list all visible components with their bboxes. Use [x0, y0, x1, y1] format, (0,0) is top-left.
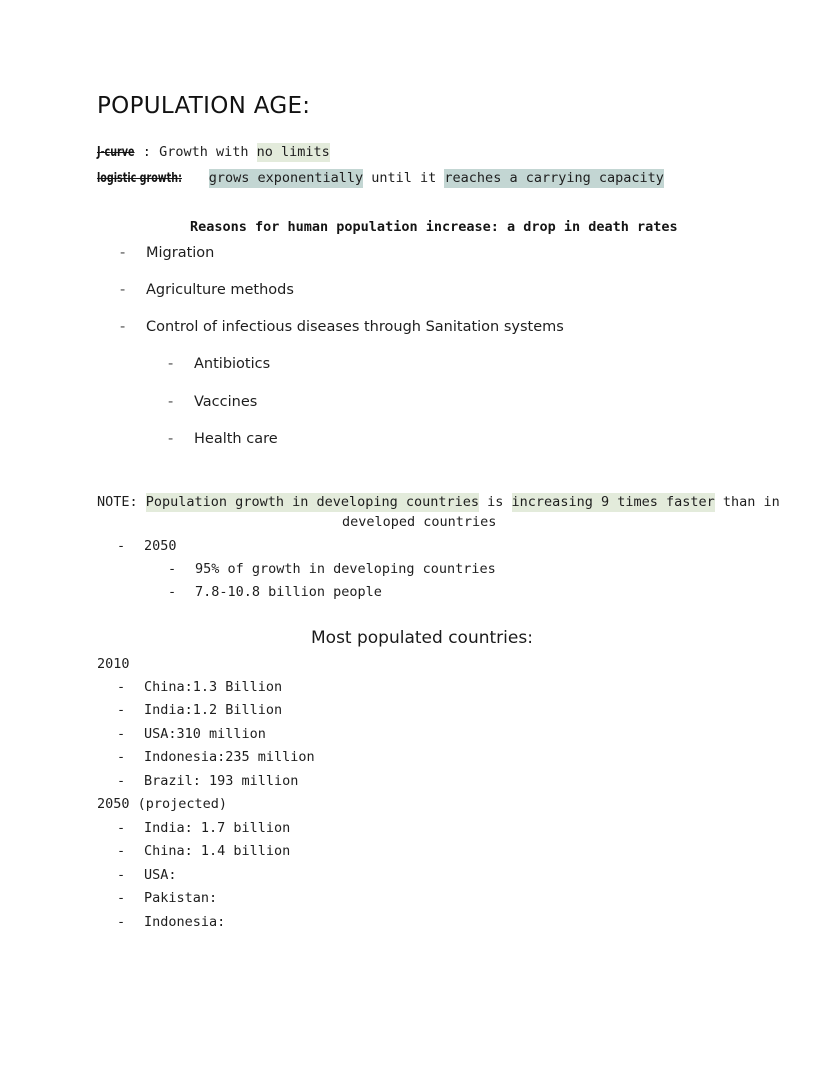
highlight-carrying-capacity: reaches a carrying capacity [444, 170, 664, 186]
most-populated-heading: Most populated countries: [311, 628, 533, 648]
list-item-label: Control of infectious diseases through Sanitation systems [146, 319, 564, 335]
list-item [117, 867, 177, 883]
reasons-heading: Reasons for human population increase: a drop in death rates [190, 219, 678, 235]
year-label-2050-projected: 2050 (projected) [97, 796, 228, 812]
list-item [117, 820, 290, 836]
bullet-dash-icon: - [168, 431, 174, 447]
definition-space [201, 170, 209, 186]
list-item-2050 [117, 538, 177, 554]
list-item-label: Migration [146, 245, 215, 261]
list-item [117, 679, 282, 695]
list-item-label: 7.8-10.8 billion people [195, 584, 382, 600]
list-item [168, 561, 496, 577]
list-item-label: Pakistan: [144, 890, 218, 906]
bullet-dash-icon: - [117, 773, 126, 789]
list-item-label: Antibiotics [194, 356, 271, 372]
list-item-label: China:1.3 Billion [144, 679, 283, 695]
bullet-dash-icon: - [168, 561, 177, 577]
list-item [117, 726, 266, 742]
definition-separator: : [142, 144, 151, 160]
list-item [117, 773, 298, 789]
bullet-dash-icon: - [168, 584, 177, 600]
list-item-label: India: 1.7 billion [144, 820, 291, 836]
note-middle-text: is [479, 494, 512, 510]
list-item-label: USA: [144, 867, 177, 883]
note-paragraph-line2: developed countries [342, 514, 497, 530]
list-item [117, 914, 225, 930]
list-item [117, 702, 282, 718]
bullet-dash-icon: - [120, 319, 126, 335]
bullet-dash-icon: - [117, 726, 126, 742]
year-label-2010: 2010 [97, 656, 130, 672]
page-title: POPULATION AGE: [97, 93, 311, 119]
bullet-dash-icon: - [117, 702, 126, 718]
bullet-dash-icon: - [168, 356, 174, 372]
list-item [168, 394, 257, 410]
definition-logistic-growth [97, 168, 664, 188]
definition-j-curve [97, 142, 330, 162]
bullet-dash-icon: - [117, 843, 126, 859]
list-item-label: Agriculture methods [146, 282, 294, 298]
list-item-label: China: 1.4 billion [144, 843, 291, 859]
term-j-curve: J-curve [97, 145, 135, 160]
note-paragraph [97, 491, 780, 510]
bullet-dash-icon: - [168, 394, 174, 410]
bullet-dash-icon: - [117, 538, 126, 554]
list-item [168, 356, 270, 372]
bullet-dash-icon: - [117, 890, 126, 906]
list-item-label: Health care [194, 431, 278, 447]
list-item-label: 95% of growth in developing countries [195, 561, 496, 577]
list-item-label: USA:310 million [144, 726, 266, 742]
bullet-dash-icon: - [120, 245, 126, 261]
bullet-dash-icon: - [117, 820, 126, 836]
bullet-dash-icon: - [117, 914, 126, 930]
list-item [120, 282, 294, 298]
list-item-label: Indonesia: [144, 914, 226, 930]
highlight-population-growth-developing: Population growth in developing countries [145, 494, 480, 510]
highlight-no-limits: no limits [256, 144, 330, 160]
bullet-dash-icon: - [117, 679, 126, 695]
bullet-dash-icon: - [117, 749, 126, 765]
term-logistic-growth: logistic growth: [97, 171, 182, 186]
definition-middle-text: until it [363, 170, 445, 186]
note-prefix: NOTE: [97, 494, 146, 510]
list-item-label: 2050 [144, 538, 177, 554]
list-item [120, 245, 214, 261]
list-item [168, 584, 382, 600]
list-item [117, 749, 315, 765]
list-item-label: Indonesia:235 million [144, 749, 315, 765]
bullet-dash-icon: - [120, 282, 126, 298]
list-item [120, 319, 564, 335]
list-item-label: Brazil: 193 million [144, 773, 299, 789]
list-item [117, 843, 290, 859]
bullet-dash-icon: - [117, 867, 126, 883]
list-item-label: Vaccines [194, 394, 258, 410]
highlight-increasing-9-times-faster: increasing 9 times faster [511, 494, 715, 510]
list-item-label: India:1.2 Billion [144, 702, 283, 718]
definition-plain-before: Growth with [150, 144, 257, 160]
note-suffix: than in [714, 494, 780, 510]
list-item [168, 431, 278, 447]
list-item [117, 890, 217, 906]
highlight-grows-exponentially: grows exponentially [208, 170, 364, 186]
